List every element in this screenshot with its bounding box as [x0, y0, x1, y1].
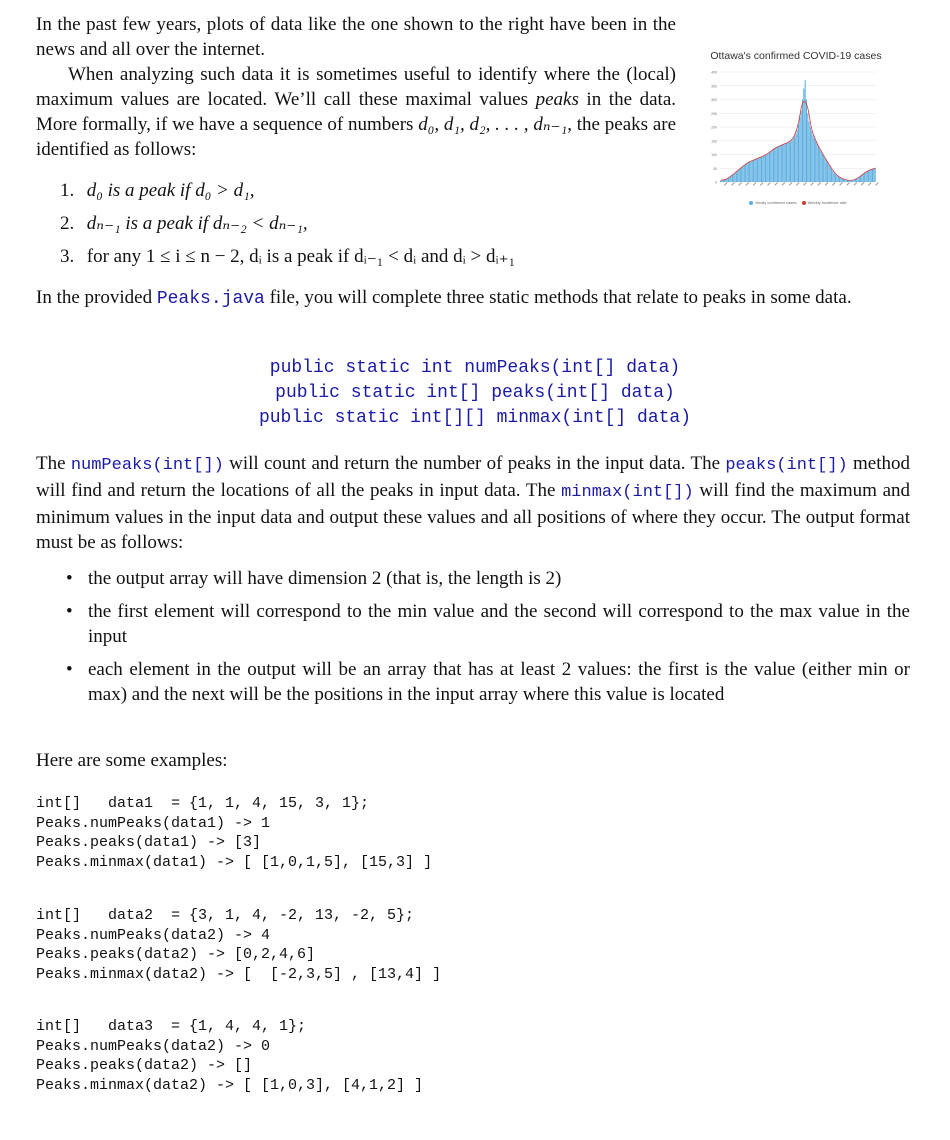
chart-bar — [793, 139, 794, 182]
x-tick-mark — [810, 182, 814, 186]
x-tick-mark — [825, 182, 829, 186]
desc-a: The — [36, 453, 71, 474]
x-tick-mark — [796, 182, 800, 186]
chart-bar — [815, 141, 816, 182]
x-tick-mark — [738, 182, 742, 186]
code-line: Peaks.numPeaks(data2) -> 0 — [36, 1037, 271, 1055]
legend-incidence: Weekly incidence rate — [807, 200, 847, 205]
chart-bar — [852, 180, 853, 182]
chart-legend — [700, 200, 892, 205]
intro-paragraph-1: In the past few years, plots of data like the one shown to the right have been in the news and all over the internet. — [36, 14, 676, 60]
x-tick-mark — [753, 182, 757, 186]
chart-bar — [736, 172, 737, 182]
chart-bar — [741, 167, 742, 182]
chart-bar — [774, 148, 775, 182]
legend-cases: Newly confirmed cases — [755, 200, 797, 205]
chart-bar — [765, 155, 766, 182]
y-tick-label: 350 — [711, 84, 717, 89]
chart-bar — [839, 178, 840, 182]
chart-bar — [817, 144, 818, 183]
chart-bar — [835, 174, 836, 182]
chart-bar — [797, 130, 798, 182]
intro-paragraph-2 — [36, 62, 676, 162]
x-tick-mark — [868, 182, 872, 186]
chart-bar — [776, 147, 777, 182]
chart-bar — [803, 89, 804, 183]
y-tick-label: 200 — [711, 125, 717, 130]
x-tick-mark — [760, 182, 764, 186]
chart-bar — [823, 156, 824, 182]
code-line: Peaks.minmax(data2) -> [ [-2,3,5] , [13,4] ] — [36, 965, 442, 983]
chart-title: Ottawa's confirmed COVID-19 cases — [710, 50, 882, 62]
chart-bar — [739, 169, 740, 182]
y-tick-label: 400 — [711, 70, 717, 75]
chart-bar — [757, 158, 758, 182]
chart-bar — [872, 169, 873, 182]
chart-bar — [766, 155, 767, 183]
x-tick-mark — [803, 182, 807, 186]
chart-bar — [842, 179, 843, 182]
chart-bar — [798, 124, 799, 182]
chart-bar — [760, 157, 761, 182]
chart-bar — [791, 140, 792, 182]
chart-bar — [807, 113, 808, 182]
chart-bar — [770, 151, 771, 182]
chart-bar — [781, 145, 782, 182]
chart-bar — [737, 170, 738, 182]
code-line: Peaks.peaks(data2) -> [] — [36, 1057, 253, 1074]
code-line: int[] data1 = {1, 1, 4, 15, 3, 1}; — [36, 795, 370, 812]
chart-bar — [731, 176, 732, 182]
signature-minmax: public static int[][] minmax(int[] data) — [258, 408, 692, 428]
y-tick-label: 150 — [711, 139, 717, 144]
chart-bar — [836, 175, 837, 182]
chart-bar — [843, 179, 844, 182]
chart-bar — [840, 178, 841, 182]
chart-bar — [721, 181, 722, 182]
peak-rules-list — [36, 178, 676, 277]
x-tick-mark — [789, 182, 793, 186]
rule-item — [36, 211, 676, 236]
x-tick-mark — [767, 182, 771, 186]
chart-bar — [799, 117, 800, 182]
chart-bar — [826, 160, 827, 182]
chart-bar — [778, 146, 779, 182]
example-block-3 — [36, 1017, 423, 1095]
chart-bar — [831, 169, 832, 182]
rule-item — [36, 244, 676, 269]
chart-bar — [801, 111, 802, 183]
chart-bar — [868, 170, 869, 182]
chart-bar — [813, 135, 814, 182]
example-block-1 — [36, 794, 432, 872]
signature-numPeaks: public static int numPeaks(int[] data) — [269, 358, 681, 378]
chart-bar — [805, 80, 806, 182]
chart-bar — [782, 145, 783, 182]
chart-bar — [789, 142, 790, 182]
chart-bar — [814, 138, 815, 182]
output-format-list — [62, 566, 910, 715]
code-line: Peaks.numPeaks(data2) -> 4 — [36, 926, 271, 944]
chart-bar — [752, 161, 753, 182]
chart-bar — [818, 146, 819, 182]
chart-bar — [786, 143, 787, 182]
chart-bar — [761, 157, 762, 182]
x-tick-mark — [818, 182, 822, 186]
chart-bar — [732, 175, 733, 182]
chart-bar — [795, 134, 796, 182]
chart-bar — [863, 174, 864, 182]
intro-p2-emphasis: peaks — [535, 89, 579, 110]
chart-bar — [811, 131, 812, 182]
x-tick-mark — [774, 182, 778, 186]
intro-text — [36, 12, 676, 162]
chart-bar — [783, 144, 784, 182]
chart-bar — [772, 150, 773, 182]
chart-bar — [819, 149, 820, 182]
rule-number: 2. — [60, 213, 75, 234]
method-numPeaks: numPeaks(int[]) — [70, 456, 224, 475]
chart-bar — [787, 142, 788, 182]
chart-bar — [733, 174, 734, 182]
chart-bar — [764, 156, 765, 182]
example-block-2 — [36, 906, 441, 984]
chart-bar — [794, 136, 795, 182]
chart-bar — [820, 151, 821, 182]
intro-p2-sequence: d₀, d₁, d₂, . . . , dₙ₋₁ — [418, 114, 568, 135]
chart-bar — [749, 162, 750, 182]
chart-bar — [830, 167, 831, 182]
chart-bar — [856, 179, 857, 182]
chart-bar — [720, 181, 721, 182]
chart-bar — [857, 178, 858, 182]
rule-text: for any 1 ≤ i ≤ n − 2, dᵢ is a peak if dᵢ₋₁ < dᵢ and dᵢ > dᵢ₊₁ — [86, 246, 516, 267]
chart-bar — [740, 168, 741, 182]
bullet-item: • the first element will correspond to the min value and the second will correspond to the max value in the input — [62, 599, 910, 649]
y-tick-label: 100 — [711, 153, 717, 157]
chart-bar — [848, 180, 849, 182]
rule-number: 3. — [60, 246, 75, 267]
examples-intro: Here are some examples: — [36, 750, 228, 771]
provided-a: In the provided — [36, 287, 157, 308]
provided-paragraph — [36, 285, 910, 312]
desc-c: method will find and return the locations of all the peaks in input data. The — [36, 453, 911, 501]
y-tick-label: 50 — [713, 166, 717, 171]
intro-p2-c: , the peaks are identified as follows: — [36, 114, 677, 160]
chart-bar — [735, 173, 736, 182]
chart-bar — [746, 163, 747, 182]
desc-d: will find the maximum and minimum values in the input data and output these values and all positions of where they occur. The output format must be as follows: — [36, 480, 911, 553]
x-tick-mark — [846, 182, 850, 186]
chart-bar — [744, 165, 745, 182]
intro-p2-b: in the data. More formally, if we have a sequence of numbers — [36, 89, 676, 135]
chart-bar — [822, 153, 823, 182]
x-tick-mark — [746, 182, 750, 186]
x-tick-mark — [861, 182, 865, 186]
chart-bar — [875, 168, 876, 182]
chart-bar — [844, 180, 845, 182]
chart-bar — [873, 168, 874, 182]
code-line: Peaks.minmax(data2) -> [ [1,0,3], [4,1,2] ] — [36, 1076, 424, 1094]
chart-bar — [867, 171, 868, 182]
method-minmax: minmax(int[]) — [561, 483, 694, 502]
y-tick-label: 0 — [715, 180, 717, 185]
method-signatures — [0, 356, 950, 431]
chart-bar — [871, 169, 872, 182]
x-tick-mark — [832, 182, 836, 186]
chart-bar — [753, 160, 754, 182]
code-line: int[] data2 = {3, 1, 4, -2, 13, -2, 5}; — [36, 907, 415, 924]
chart-bar — [745, 164, 746, 182]
chart-bar — [809, 122, 810, 183]
chart-bar — [832, 171, 833, 182]
chart-bar — [850, 181, 851, 182]
file-name: Peaks.java — [156, 289, 265, 309]
code-line: Peaks.peaks(data1) -> [3] — [36, 834, 262, 851]
chart-bar — [802, 100, 803, 183]
chart-bar — [859, 177, 860, 182]
chart-bar — [810, 127, 811, 182]
y-tick-label: 250 — [711, 111, 717, 116]
bullet-item: • each element in the output will be an array that has at least 2 values: the first is the value (either min or max) and the next will be the positions in the input array where this value is located — [62, 657, 910, 707]
intro-p2-a: When analyzing such data it is sometimes useful to identify where the (local) maximum values are located. We’ll call these maximal values — [36, 64, 676, 110]
description-paragraph — [36, 451, 910, 555]
x-tick-mark — [782, 182, 786, 186]
x-tick-mark — [731, 182, 735, 186]
code-line: Peaks.minmax(data1) -> [ [1,0,1,5], [15,3] ] — [36, 853, 433, 871]
chart-bar — [723, 180, 724, 182]
chart-bar — [727, 179, 728, 182]
desc-b: will count and return the number of peaks in the input data. The — [223, 453, 726, 474]
chart-bar — [838, 177, 839, 183]
chart-plot — [700, 44, 892, 214]
chart-bar — [851, 181, 852, 182]
chart-bar — [860, 176, 861, 182]
rule-text: dₙ₋₁ is a peak if dₙ₋₂ < dₙ₋₁, — [86, 213, 308, 234]
chart-bar — [861, 175, 862, 182]
signature-peaks: public static int[] peaks(int[] data) — [275, 383, 675, 403]
chart-bar — [762, 156, 763, 182]
y-tick-label: 300 — [711, 98, 717, 102]
chart-bar — [865, 172, 866, 182]
chart-bar — [756, 159, 757, 182]
chart-bar — [806, 100, 807, 183]
x-tick-mark — [854, 182, 858, 186]
provided-b: file, you will complete three static methods that relate to peaks in some data. — [264, 287, 852, 308]
chart-bar — [742, 166, 743, 182]
x-tick-mark — [839, 182, 843, 186]
x-tick-mark — [724, 182, 728, 186]
x-tick-mark — [875, 182, 879, 186]
chart-bar — [828, 164, 829, 182]
chart-bar — [728, 178, 729, 182]
chart-bar — [864, 173, 865, 182]
rule-text: d₀ is a peak if d₀ > d₁, — [86, 180, 255, 201]
chart-bar — [777, 147, 778, 182]
bullet-item: • the output array will have dimension 2 (that is, the length is 2) — [62, 566, 910, 591]
chart-bar — [824, 158, 825, 182]
chart-bar — [750, 161, 751, 182]
chart-bar — [869, 170, 870, 182]
legend-dot-incidence — [802, 201, 806, 205]
chart-bar — [729, 177, 730, 182]
rule-item — [36, 178, 676, 203]
code-line: Peaks.peaks(data2) -> [0,2,4,6] — [36, 946, 316, 963]
covid-chart — [700, 44, 892, 214]
chart-bar — [768, 153, 769, 182]
code-line: int[] data3 = {1, 4, 4, 1}; — [36, 1018, 307, 1035]
chart-bar — [758, 158, 759, 182]
chart-bar — [754, 159, 755, 182]
chart-bar — [773, 149, 774, 182]
rule-number: 1. — [60, 180, 75, 201]
legend-dot-cases — [749, 201, 753, 205]
code-line: Peaks.numPeaks(data1) -> 1 — [36, 814, 271, 832]
chart-bar — [769, 152, 770, 182]
chart-bar — [748, 162, 749, 182]
chart-bar — [785, 144, 786, 183]
chart-bar — [779, 146, 780, 182]
chart-bar — [790, 141, 791, 182]
chart-bar — [827, 162, 828, 182]
chart-bar — [834, 173, 835, 182]
method-peaks: peaks(int[]) — [725, 456, 848, 475]
